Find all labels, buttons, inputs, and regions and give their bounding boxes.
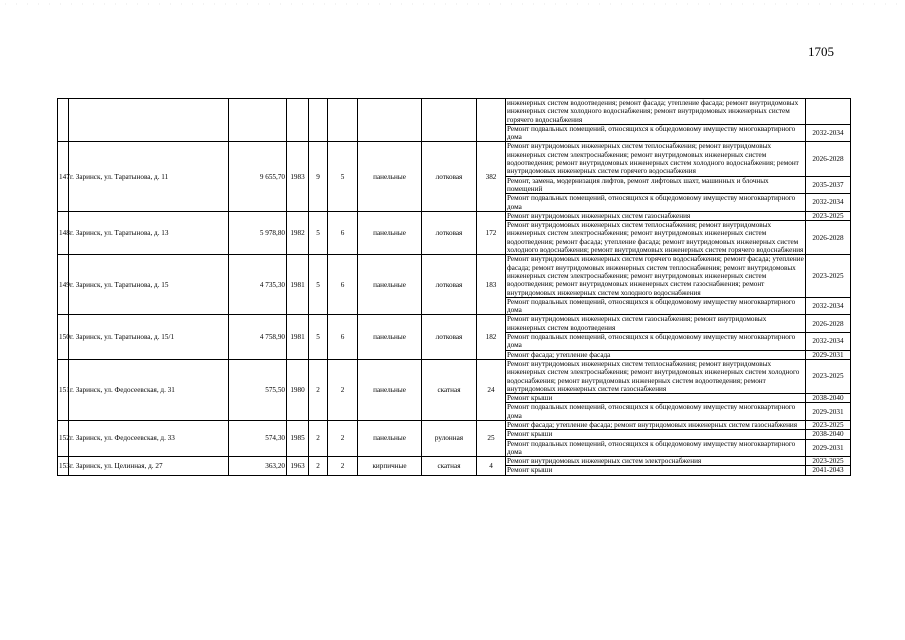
continuation-blank-cell (422, 99, 477, 142)
resident-count: 182 (477, 315, 506, 359)
work-period: 2023-2025 (806, 255, 851, 297)
continuation-blank-cell (309, 99, 328, 142)
building-address: г. Заринск, ул. Таратынова, д. 15/1 (69, 315, 229, 359)
work-period: 2032-2034 (806, 124, 851, 142)
work-period: 2023-2025 (806, 211, 851, 220)
table-body (58, 99, 851, 476)
work-period: 2029-2031 (806, 403, 851, 421)
roof-type: лотковая (422, 255, 477, 315)
continuation-blank-cell (229, 99, 287, 142)
building-address: г. Заринск, ул. Таратынова, д. 11 (69, 142, 229, 211)
resident-count: 25 (477, 420, 506, 456)
building-floors: 2 (309, 359, 328, 420)
building-area: 4 758,90 (229, 315, 287, 359)
resident-count: 4 (477, 457, 506, 476)
building-entrances: 2 (328, 359, 358, 420)
continuation-blank-cell (287, 99, 309, 142)
roof-type: рулонная (422, 420, 477, 456)
wall-material: панельные (358, 142, 422, 211)
work-period: 2023-2025 (806, 359, 851, 393)
wall-material: панельные (358, 211, 422, 254)
row-number: 149 (58, 255, 69, 315)
building-floors: 9 (309, 142, 328, 211)
work-description: Ремонт подвальных помещений, относящихся к общедомовому имуществу многоквартирного дома (506, 194, 806, 212)
work-description: Ремонт подвальных помещений, относящихся к общедомовому имуществу многоквартирного дома (506, 403, 806, 421)
work-period: 2032-2034 (806, 333, 851, 351)
work-description: Ремонт внутридомовых инженерных систем газоснабжения (506, 211, 806, 220)
building-floors: 5 (309, 255, 328, 315)
table-row (58, 99, 851, 125)
work-description: Ремонт внутридомовых инженерных систем теплоснабжения; ремонт внутридомовых инженерных систем электроснабжения; ремонт внутридомовых инженерных систем холодного водоснабжения; ремонт внутридомовых инженерных систем водоотведения; ремонт внутридомовых инженерных систем газоснабжения (506, 359, 806, 393)
building-year: 1982 (287, 211, 309, 254)
work-period: 2029-2031 (806, 439, 851, 457)
work-description: Ремонт внутридомовых инженерных систем электроснабжения (506, 457, 806, 466)
building-entrances: 6 (328, 211, 358, 254)
work-description: Ремонт фасада; утепление фасада (506, 350, 806, 359)
work-description: Ремонт внутридомовых инженерных систем горячего водоснабжения; ремонт фасада; утепление фасада; ремонт внутридомовых инженерных систем теплоснабжения; ремонт внутридомовых инженерных систем электроснабжения; ремонт внутридомовых инженерных систем водоотведения; ремонт внутридомовых инженерных систем газоснабжения; ремонт внутридомовых инженерных систем холодного водоснабжения (507, 255, 804, 297)
work-description: Ремонт внутридомовых инженерных систем теплоснабжения; ремонт внутридомовых инженерных систем электроснабжения; ремонт внутридомовых инженерных систем водоотведения; ремонт внутридомовых инженерных систем холодного водоснабжения; ремонт внутридомовых инженерных систем горячего водоснабжения (506, 142, 806, 176)
building-address: г. Заринск, ул. Таратынова, д. 13 (69, 211, 229, 254)
work-description: Ремонт крыши (506, 466, 806, 475)
wall-material: панельные (358, 315, 422, 359)
scan-noise (0, 0, 905, 8)
building-entrances: 5 (328, 142, 358, 211)
work-description: Ремонт внутридомовых инженерных систем газоснабжения; ремонт внутридомовых инженерных систем водоотведения (506, 315, 806, 333)
roof-type: лотковая (422, 315, 477, 359)
work-period: 2035-2037 (806, 176, 851, 194)
building-area: 5 978,80 (229, 211, 287, 254)
roof-type: лотковая (422, 211, 477, 254)
table-row (58, 255, 851, 297)
continuation-blank-cell (328, 99, 358, 142)
row-number: 151 (58, 359, 69, 420)
building-entrances: 2 (328, 457, 358, 476)
wall-material: кирпичные (358, 457, 422, 476)
work-period: 2026-2028 (806, 315, 851, 333)
building-year: 1981 (287, 255, 309, 315)
row-number: 147 (58, 142, 69, 211)
building-year: 1963 (287, 457, 309, 476)
building-address: г. Заринск, ул. Таратынова, д. 15 (69, 255, 229, 315)
work-period: 2038-2040 (806, 394, 851, 403)
wall-material: панельные (358, 255, 422, 315)
work-description: Ремонт, замена, модернизация лифтов, ремонт лифтовых шахт, машинных и блочных помещений (506, 176, 806, 194)
work-description: Ремонт крыши (506, 430, 806, 439)
row-number: 153 (58, 457, 69, 476)
work-description: Ремонт подвальных помещений, относящихся к общедомовому имуществу многоквартирного дома (506, 439, 806, 457)
building-address: г. Заринск, ул. Целинная, д. 27 (69, 457, 229, 476)
building-floors: 2 (309, 420, 328, 456)
building-year: 1983 (287, 142, 309, 211)
row-number: 152 (58, 420, 69, 456)
work-description: Ремонт подвальных помещений, относящихся к общедомовому имуществу многоквартирного дома (506, 297, 806, 315)
work-description: Ремонт внутридомовых инженерных систем теплоснабжения; ремонт внутридомовых инженерных систем электроснабжения; ремонт внутридомовых инженерных систем водоотведения; ремонт фасада; утепление фасада; ремонт внутридомовых инженерных систем холодного водоснабжения; ремонт внутридомовых инженерных систем горячего водоснабжения (506, 221, 806, 255)
building-area: 363,20 (229, 457, 287, 476)
housing-repair-table (57, 98, 851, 476)
continuation-blank-cell (69, 99, 229, 142)
table-row (58, 142, 851, 176)
building-year: 1981 (287, 315, 309, 359)
row-number: 150 (58, 315, 69, 359)
work-period: 2029-2031 (806, 350, 851, 359)
building-area: 574,30 (229, 420, 287, 456)
resident-count: 172 (477, 211, 506, 254)
table-row (58, 315, 851, 333)
building-year: 1985 (287, 420, 309, 456)
work-description: Ремонт крыши (506, 394, 806, 403)
work-description: инженерных систем водоотведения; ремонт фасада; утепление фасада; ремонт внутридомовых инженерных систем холодного водоснабжения; ремонт внутридомовых инженерных систем горячего водоснабжения (506, 99, 806, 125)
work-period: 2026-2028 (806, 142, 851, 176)
building-entrances: 6 (328, 315, 358, 359)
building-area: 575,50 (229, 359, 287, 420)
work-period: 2041-2043 (806, 466, 851, 475)
page-number: 1705 (808, 44, 834, 59)
building-year: 1980 (287, 359, 309, 420)
work-period: 2032-2034 (806, 194, 851, 212)
work-period: 2023-2025 (806, 457, 851, 466)
work-period: 2032-2034 (806, 297, 851, 315)
continuation-blank-cell (58, 99, 69, 142)
wall-material: панельные (358, 359, 422, 420)
resident-count: 24 (477, 359, 506, 420)
table-row (58, 457, 851, 466)
continuation-blank-cell (477, 99, 506, 142)
roof-type: лотковая (422, 142, 477, 211)
building-address: г. Заринск, ул. Федосеевская, д. 33 (69, 420, 229, 456)
building-floors: 5 (309, 211, 328, 254)
table-row (58, 359, 851, 393)
work-period (806, 99, 851, 125)
roof-type: скатная (422, 457, 477, 476)
resident-count: 183 (477, 255, 506, 315)
building-entrances: 2 (328, 420, 358, 456)
building-entrances: 6 (328, 255, 358, 315)
table-row (58, 211, 851, 220)
building-floors: 5 (309, 315, 328, 359)
work-period: 2026-2028 (806, 221, 851, 255)
work-period: 2038-2040 (806, 430, 851, 439)
row-number: 148 (58, 211, 69, 254)
roof-type: скатная (422, 359, 477, 420)
work-period: 2023-2025 (806, 420, 851, 429)
building-floors: 2 (309, 457, 328, 476)
continuation-blank-cell (358, 99, 422, 142)
building-area: 4 735,30 (229, 255, 287, 315)
building-address: г. Заринск, ул. Федосеевская, д. 31 (69, 359, 229, 420)
table-row (58, 420, 851, 429)
work-description: Ремонт подвальных помещений, относящихся к общедомовому имуществу многоквартирного дома (506, 333, 806, 351)
wall-material: панельные (358, 420, 422, 456)
work-description: Ремонт фасада; утепление фасада; ремонт внутридомовых инженерных систем газоснабжения (506, 420, 806, 429)
resident-count: 382 (477, 142, 506, 211)
building-area: 9 655,70 (229, 142, 287, 211)
work-description: Ремонт подвальных помещений, относящихся к общедомовому имуществу многоквартирного дома (506, 124, 806, 142)
